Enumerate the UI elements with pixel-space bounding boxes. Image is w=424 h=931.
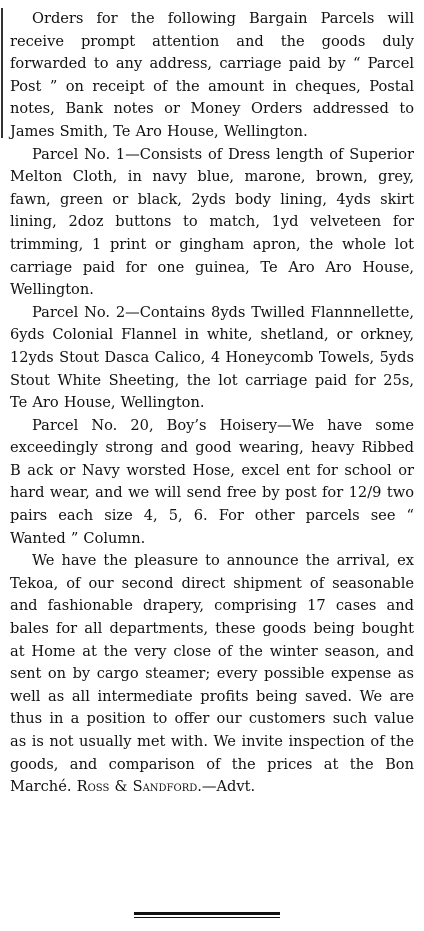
end-of-article-rule <box>134 912 280 918</box>
announcement-body: We have the pleasure to announce the arrival, ex Tekoa, of our second direct shipment of seasonable and fashionable drapery, comprising 17 cases and bales for all departments, these goods being bought at Home at the very close of the winter season, and sent on by cargo steamer; every possible expense as well as all intermediate profits being saved. We are thus in a position to offer our customers such value as is not usually met with. We invite inspection of the goods, and comparison of the prices at the Bon Marché. <box>10 552 414 796</box>
advert-tag: —Advt. <box>201 778 256 796</box>
paragraph-intro: Orders for the following Bargain Parcels will receive prompt attention and the goods duly forwarded to any address, carriage paid by “ Parcel Post ” on receipt of the amount in cheques, Postal notes, Bank notes or Money Orders addressed to James Smith, Te Aro House, Wellington. <box>10 10 414 140</box>
paragraph-parcel-2: Parcel No. 2—Contains 8yds Twilled Flannnellette, 6yds Colonial Flannel in white, shetland, or orkney, 12yds Stout Dasca Calico, 4 Honeycomb Towels, 5yds Stout White Sheeting, the lot carriage paid for 25s, Te Aro House, Wellington. <box>10 303 414 412</box>
left-column-rule <box>1 8 3 138</box>
paragraph-parcel-1: Parcel No. 1—Consists of Dress length of Superior Melton Cloth, in navy blue, marone, brown, grey, fawn, green or black, 2yds body lining, 4yds skirt lining, 2doz buttons to match, 1yd velveteen for trimming, 1 print or gingham apron, the whole lot carriage paid for one guinea, Te Aro Aro House, Wellington. <box>10 145 414 299</box>
advertiser-signature: Ross & Sandford. <box>76 778 202 796</box>
article-column <box>10 8 414 799</box>
end-rule-thin <box>134 917 280 918</box>
end-rule-thick <box>134 912 280 915</box>
paragraph-parcel-20: Parcel No. 20, Boy’s Hoisery—We have some exceedingly strong and good wearing, heavy Ribbed B ack or Navy worsted Hose, excel ent for school or hard wear, and we will send free by post for 12/9 two pairs each size 4, 5, 6. For other parcels see “ Wanted ” Column. <box>10 416 414 547</box>
paragraph-announcement <box>10 550 414 799</box>
